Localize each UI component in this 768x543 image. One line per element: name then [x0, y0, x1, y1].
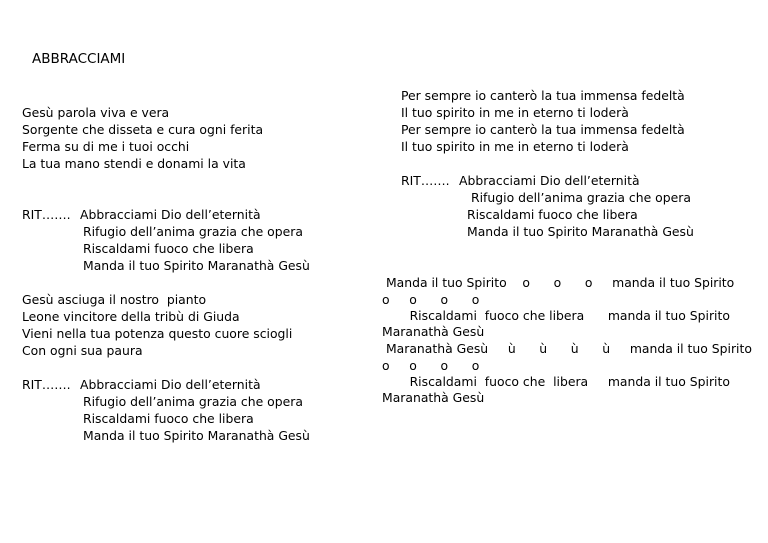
finale-line: Manda il tuo Spirito o o o manda il tuo Spirito	[382, 275, 735, 290]
finale-line: Maranathà Gesù ù ù ù ù manda il tuo Spirito	[382, 341, 752, 356]
refrain-line: Riscaldami fuoco che libera	[83, 411, 254, 426]
refrain-line: Manda il tuo Spirito Maranathà Gesù	[83, 428, 310, 443]
refrain-line: Riscaldami fuoco che libera	[467, 207, 638, 222]
refrain-line: Abbracciami Dio dell’eternità	[459, 173, 640, 188]
verse-line: Il tuo spirito in me in eterno ti loderà	[401, 139, 629, 154]
finale-line: Riscaldami fuoco che libera manda il tuo Spirito	[382, 308, 730, 323]
refrain-line: Rifugio dell’anima grazia che opera	[83, 394, 303, 409]
refrain-line: Rifugio dell’anima grazia che opera	[471, 190, 691, 205]
refrain-label: RIT…….	[22, 207, 71, 222]
verse-line: Per sempre io canterò la tua immensa fedeltà	[401, 88, 685, 103]
verse-line: Vieni nella tua potenza questo cuore sciogli	[22, 326, 293, 341]
verse-line: Gesù asciuga il nostro pianto	[22, 292, 207, 307]
refrain-line: Abbracciami Dio dell’eternità	[80, 207, 261, 222]
verse-line: Sorgente che disseta e cura ogni ferita	[22, 122, 264, 137]
refrain-line: Rifugio dell’anima grazia che opera	[83, 224, 303, 239]
refrain-label: RIT…….	[22, 377, 71, 392]
verse-line: Il tuo spirito in me in eterno ti loderà	[401, 105, 629, 120]
refrain-line: Manda il tuo Spirito Maranathà Gesù	[83, 258, 310, 273]
refrain-label: RIT…….	[401, 173, 450, 188]
finale-line: o o o o	[382, 358, 480, 373]
refrain-line: Riscaldami fuoco che libera	[83, 241, 254, 256]
verse-line: Per sempre io canterò la tua immensa fedeltà	[401, 122, 685, 137]
finale-line: o o o o	[382, 292, 480, 307]
song-title: ABBRACCIAMI	[32, 51, 126, 67]
verse-line: Gesù parola viva e vera	[22, 105, 170, 120]
finale-line: Maranathà Gesù	[382, 324, 485, 339]
verse-line: La tua mano stendi e donami la vita	[22, 156, 246, 171]
refrain-line: Manda il tuo Spirito Maranathà Gesù	[467, 224, 694, 239]
verse-line: Con ogni sua paura	[22, 343, 143, 358]
finale-line: Maranathà Gesù	[382, 390, 485, 405]
verse-line: Ferma su di me i tuoi occhi	[22, 139, 190, 154]
refrain-line: Abbracciami Dio dell’eternità	[80, 377, 261, 392]
finale-line: Riscaldami fuoco che libera manda il tuo Spirito	[382, 374, 730, 389]
verse-line: Leone vincitore della tribù di Giuda	[22, 309, 240, 324]
